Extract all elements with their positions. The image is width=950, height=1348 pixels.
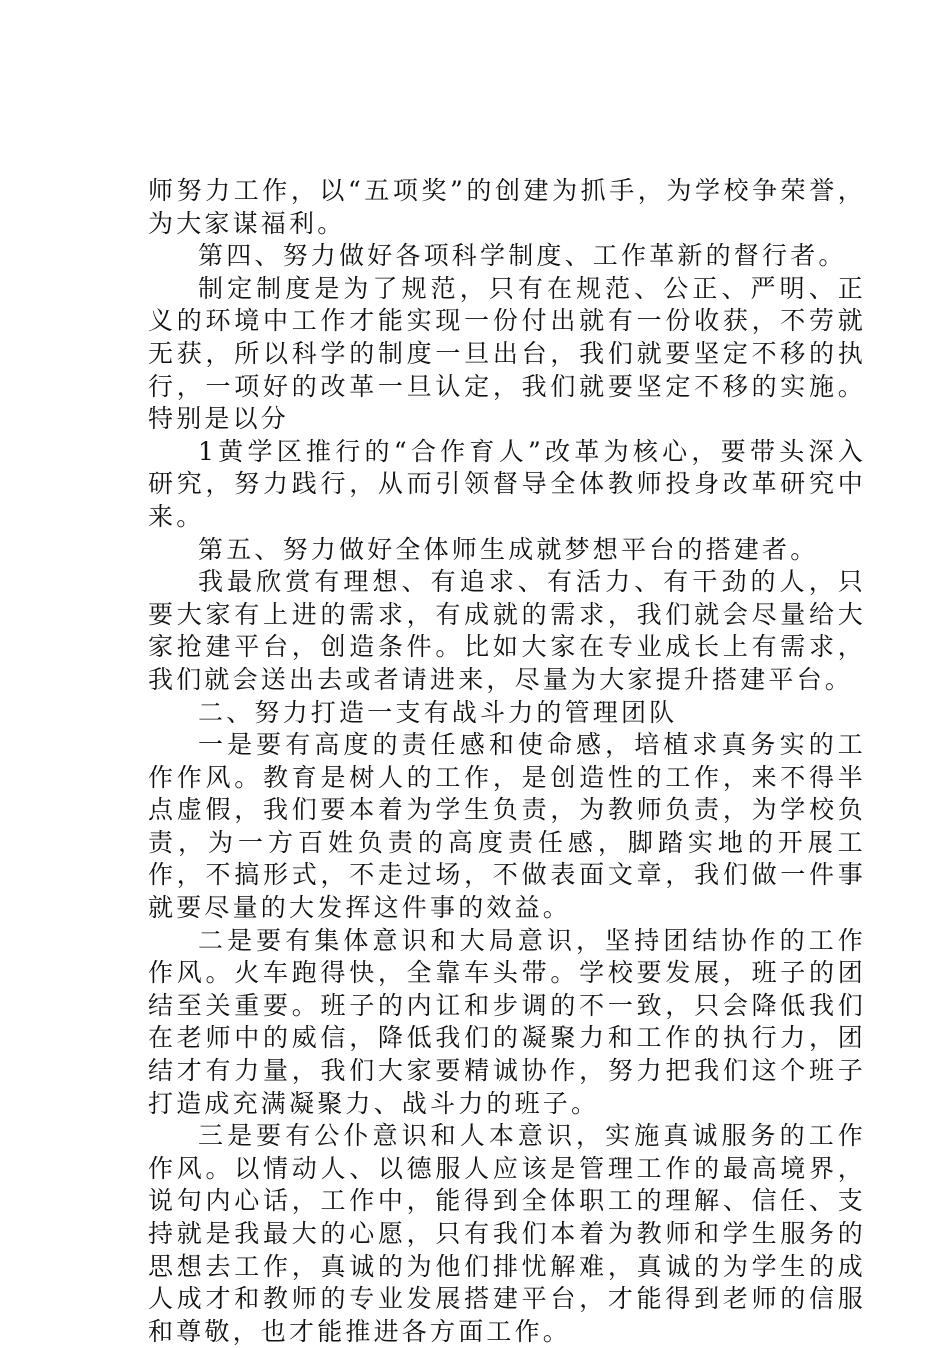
paragraph-9: 二是要有集体意识和大局意识，坚持团结协作的工作作风。火车跑得快，全靠车头带。学校要发展，班子的团结至关重要。班子的内讧和步调的不一致，只会降低我们在老师中的威信，降低我们的凝聚力和工作的执行力，团结才有力量，我们大家要精诚协作，努力把我们这个班子打造成充满凝聚力、战斗力的班子。 xyxy=(148,925,866,1118)
paragraph-8: 一是要有高度的责任感和使命感，培植求真务实的工作作风。教育是树人的工作，是创造性的工作，来不得半点虚假，我们要本着为学生负责，为教师负责，为学校负责，为一方百姓负责的高度责任感，脚踏实地的开展工作，不搞形式，不走过场，不做表面文章，我们做一件事就要尽量的大发挥这件事的效益。 xyxy=(148,730,866,923)
paragraph-6: 我最欣赏有理想、有追求、有活力、有干劲的人，只要大家有上进的需求，有成就的需求，我们就会尽量给大家抢建平台，创造条件。比如大家在专业成长上有需求，我们就会送出去或者请进来，尽量为大家提升搭建平台。 xyxy=(148,567,866,694)
paragraph-7: 二、努力打造一支有战斗力的管理团队 xyxy=(198,697,678,727)
paragraph-4: 1黄学区推行的“合作育人”改革为核心，要带头深入研究，努力践行，从而引领督导全体教师投身改革研究中来。 xyxy=(148,436,866,531)
paragraph-2: 第四、努力做好各项科学制度、工作革新的督行者。 xyxy=(198,241,847,271)
paragraph-3: 制定制度是为了规范，只有在规范、公正、严明、正义的环境中工作才能实现一份付出就有一份收获，不劳就无获，所以科学的制度一旦出台，我们就要坚定不移的执行，一项好的改革一旦认定，我们就要坚定不移的实施。特别是以分 xyxy=(148,273,866,434)
document-body xyxy=(148,175,866,1348)
paragraph-1: 师努力工作，以“五项奖”的创建为抓手，为学校争荣誉，为大家谋福利。 xyxy=(148,176,866,238)
paragraph-5: 第五、努力做好全体师生成就梦想平台的搭建者。 xyxy=(198,534,819,564)
paragraph-10: 三是要有公仆意识和人本意识，实施真诚服务的工作作风。以情动人、以德服人应该是管理工作的最高境界，说句内心话，工作中，能得到全体职工的理解、信任、支持就是我最大的心愿，只有我们本着为教师和学生服务的思想去工作，真诚的为他们排忧解难，真诚的为学生的成人成才和教师的专业发展搭建平台，才能得到老师的信服和尊敬，也才能推进各方面工作。 xyxy=(148,1121,866,1346)
